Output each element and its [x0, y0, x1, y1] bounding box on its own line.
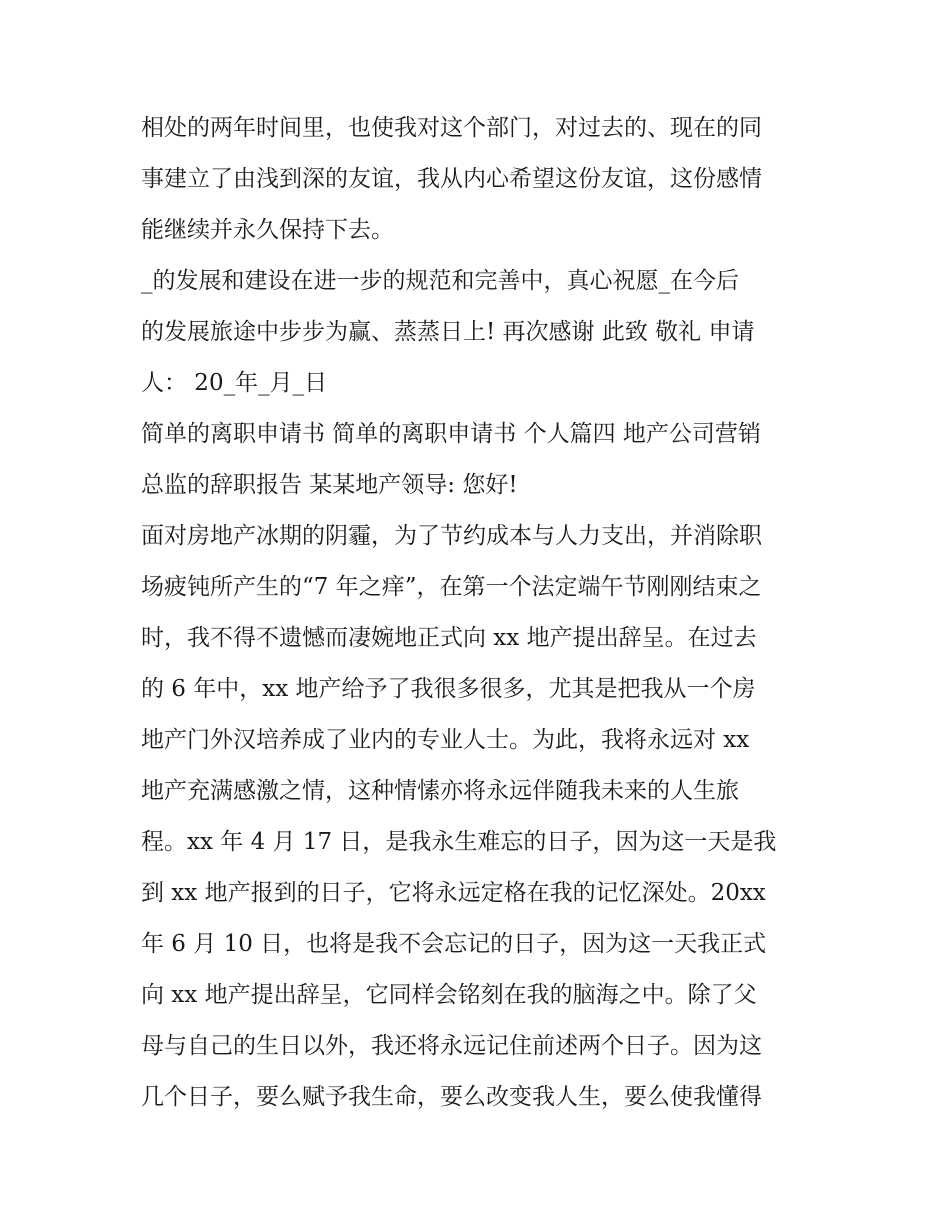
text-line: 事建立了由浅到深的友谊，我从内心希望这份友谊，这份感情 — [141, 166, 762, 192]
text-line: 时，我不得不遗憾而凄婉地正式向 xx 地产提出辞呈。在过去 — [141, 625, 757, 651]
text-line: 面对房地产冰期的阴霾，为了节约成本与人力支出，并消除职 — [141, 523, 762, 549]
text-line: 场疲钝所产生的“7 年之痒”，在第一个法定端午节刚刚结束之 — [141, 574, 762, 600]
text-line: 地产充满感激之情，这种情愫亦将永远伴随我未来的人生旅 — [141, 778, 739, 804]
text-line: 地产门外汉培养成了业内的专业人士。为此，我将永远对 xx — [141, 727, 750, 753]
text-line: 的 6 年中，xx 地产给予了我很多很多，尤其是把我从一个房 — [141, 676, 756, 702]
text-line: 简单的离职申请书 简单的离职申请书 个人篇四 地产公司营销 — [141, 421, 761, 447]
document-body — [141, 103, 821, 1123]
text-line: 母与自己的生日以外，我还将永远记住前述两个日子。因为这 — [141, 1033, 762, 1059]
text-line: 相处的两年时间里，也使我对这个部门，对过去的、现在的同 — [141, 115, 762, 141]
text-line: 向 xx 地产提出辞呈，它同样会铭刻在我的脑海之中。除了父 — [141, 982, 757, 1008]
text-line: 程。xx 年 4 月 17 日，是我永生难忘的日子，因为这一天是我 — [141, 829, 777, 855]
text-line: 能继续并永久保持下去。 — [141, 217, 394, 243]
text-line: 年 6 月 10 日，也将是我不会忘记的日子，因为这一天我正式 — [141, 931, 767, 957]
text-line: 到 xx 地产报到的日子，它将永远定格在我的记忆深处。20xx — [141, 880, 766, 906]
text-line: 人： 20_年_月_日 — [141, 370, 328, 396]
text-line: 总监的辞职报告 某某地产领导: 您好! — [141, 472, 518, 498]
text-line: 的发展旅途中步步为赢、蒸蒸日上! 再次感谢 此致 敬礼 申请 — [141, 319, 755, 345]
text-line: 几个日子，要么赋予我生命，要么改变我人生，要么使我懂得 — [141, 1084, 762, 1110]
text-line: _的发展和建设在进一步的规范和完善中，真心祝愿_在今后 — [141, 268, 739, 294]
